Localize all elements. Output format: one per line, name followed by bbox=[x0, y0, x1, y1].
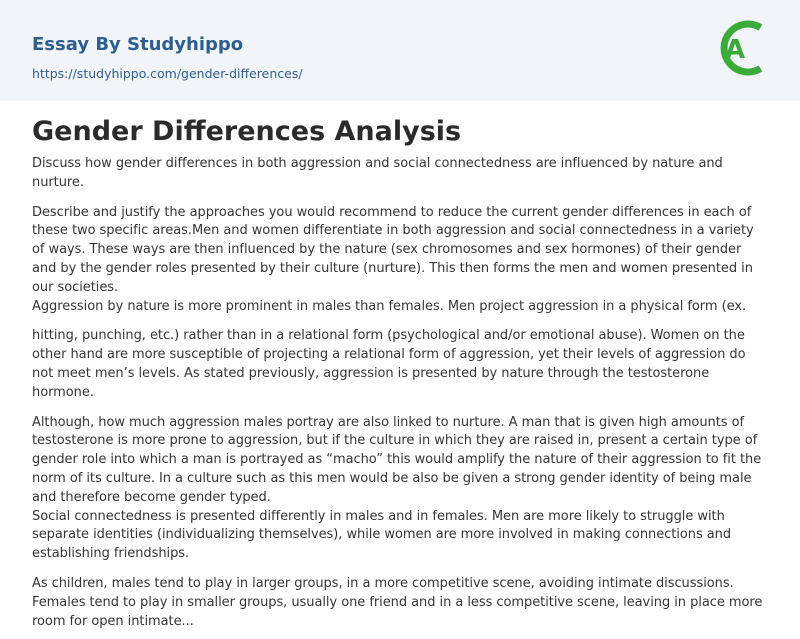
paragraph bbox=[32, 155, 768, 193]
source-url-link[interactable]: https://studyhippo.com/gender-differences/ bbox=[32, 66, 303, 81]
page-title: Gender Differences Analysis bbox=[32, 116, 462, 147]
studyhippo-logo-icon[interactable] bbox=[716, 16, 768, 80]
paragraph bbox=[32, 414, 768, 564]
paragraph-text: As children, males tend to play in larger groups, in a more competitive scene, avoiding intimate discussions. Females tend to play in smaller groups, usually one friend and in a less competitive scene, leaving in place more room for open intimate... bbox=[32, 575, 763, 629]
paragraph-text: hitting, punching, etc.) rather than in a relational form (psychological and/or emotional abuse). Women on the other hand are more susceptible of projecting a relational form of aggression, yet their levels of aggression do not meet men’s levels. As stated previously, aggression is presented by nature through the testosterone hormone. bbox=[32, 328, 746, 400]
paragraph-text: Discuss how gender differences in both aggression and social connectedness are influenced by nature and nurture. bbox=[32, 156, 723, 190]
paragraph-text: Social connectedness is presented differently in males and in females. Men are more likely to struggle with separate identities (individualizing themselves), while women are more involved in making connections and establishing friendships. bbox=[32, 508, 732, 562]
paragraph-text: Describe and justify the approaches you would recommend to reduce the current gender differences in each of these two specific areas.Men and women differentiate in both aggression and social connectedness in a variety of ways. These ways are then influenced by the nature (sex chromosomes and sex hormones) of their gender and by the gender roles presented by their culture (nurture). This then forms the men and women presented in our societies. bbox=[32, 204, 754, 295]
paragraph bbox=[32, 204, 768, 317]
article-body bbox=[0, 115, 800, 631]
logo-letter: A bbox=[724, 35, 746, 65]
brand-name[interactable]: Essay By Studyhippo bbox=[32, 34, 244, 55]
site-header bbox=[0, 0, 800, 101]
paragraph bbox=[32, 575, 768, 631]
paragraph-text: Aggression by nature is more prominent in males than females. Men project aggression in a physical form (ex. bbox=[32, 298, 747, 314]
paragraph bbox=[32, 327, 768, 402]
paragraph-text: Although, how much aggression males portray are also linked to nurture. A man that is given high amounts of testosterone is more prone to aggression, but if the culture in which they are raised in, present a certain type of gender role into which a man is portrayed as “macho” this would amplify the nature of their aggression to fit the norm of its culture. In a culture such as this men would be also be given a strong gender identity of being male and therefore become gender typed. bbox=[32, 414, 762, 505]
